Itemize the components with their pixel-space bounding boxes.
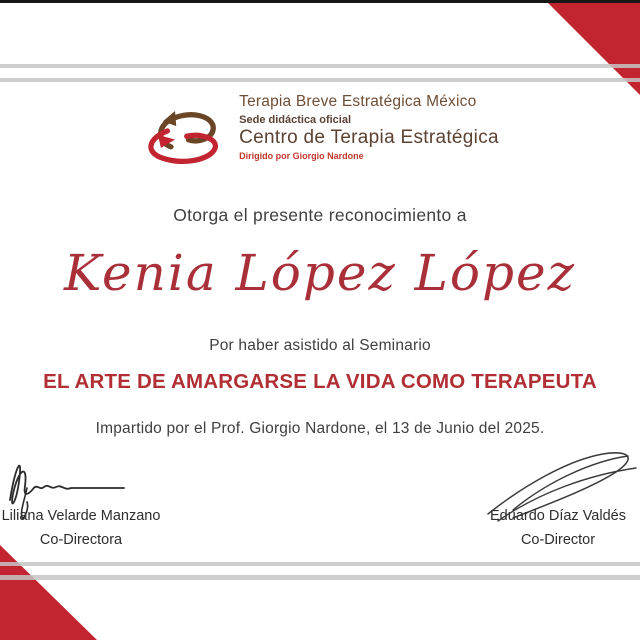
- seminar-title: EL ARTE DE AMARGARSE LA VIDA COMO TERAPEUTA: [43, 370, 597, 393]
- intro-line: Otorga el presente reconocimiento a: [173, 205, 467, 225]
- logo-text: [239, 92, 499, 161]
- signatory-left-role: Co-Directora: [39, 532, 123, 548]
- logo-subtitle: Sede didáctica oficial: [239, 114, 352, 127]
- recipient-name: Kenia López López: [64, 244, 576, 302]
- corner-triangle-bottom-left: [0, 545, 97, 640]
- logo-organization: Terapia Breve Estratégica México: [239, 93, 477, 110]
- horizontal-rule-bottom-1: [0, 562, 640, 566]
- signatory-right-name: Eduardo Díaz Valdés: [490, 508, 626, 524]
- logo-director-line: Dirigido por Giorgio Nardone: [239, 151, 364, 162]
- signatory-right-role: Co-Director: [520, 532, 596, 548]
- signatory-left: [0, 508, 176, 548]
- horizontal-rule-bottom-2: [0, 575, 640, 580]
- horizontal-rule-top-2: [0, 78, 640, 82]
- details-line: Impartido por el Prof. Giorgio Nardone, el 13 de Junio del 2025.: [95, 420, 545, 437]
- signatory-right: [460, 508, 640, 548]
- signatory-left-name: Liliana Velarde Manzano: [1, 508, 161, 524]
- swirl-arrows-logo-icon: [141, 106, 229, 170]
- top-border-bar: [0, 0, 640, 3]
- reason-line: Por haber asistido al Seminario: [209, 337, 431, 354]
- logo-center-name: Centro de Terapia Estratégica: [239, 127, 499, 149]
- logo: [0, 92, 640, 170]
- horizontal-rule-top-1: [0, 64, 640, 68]
